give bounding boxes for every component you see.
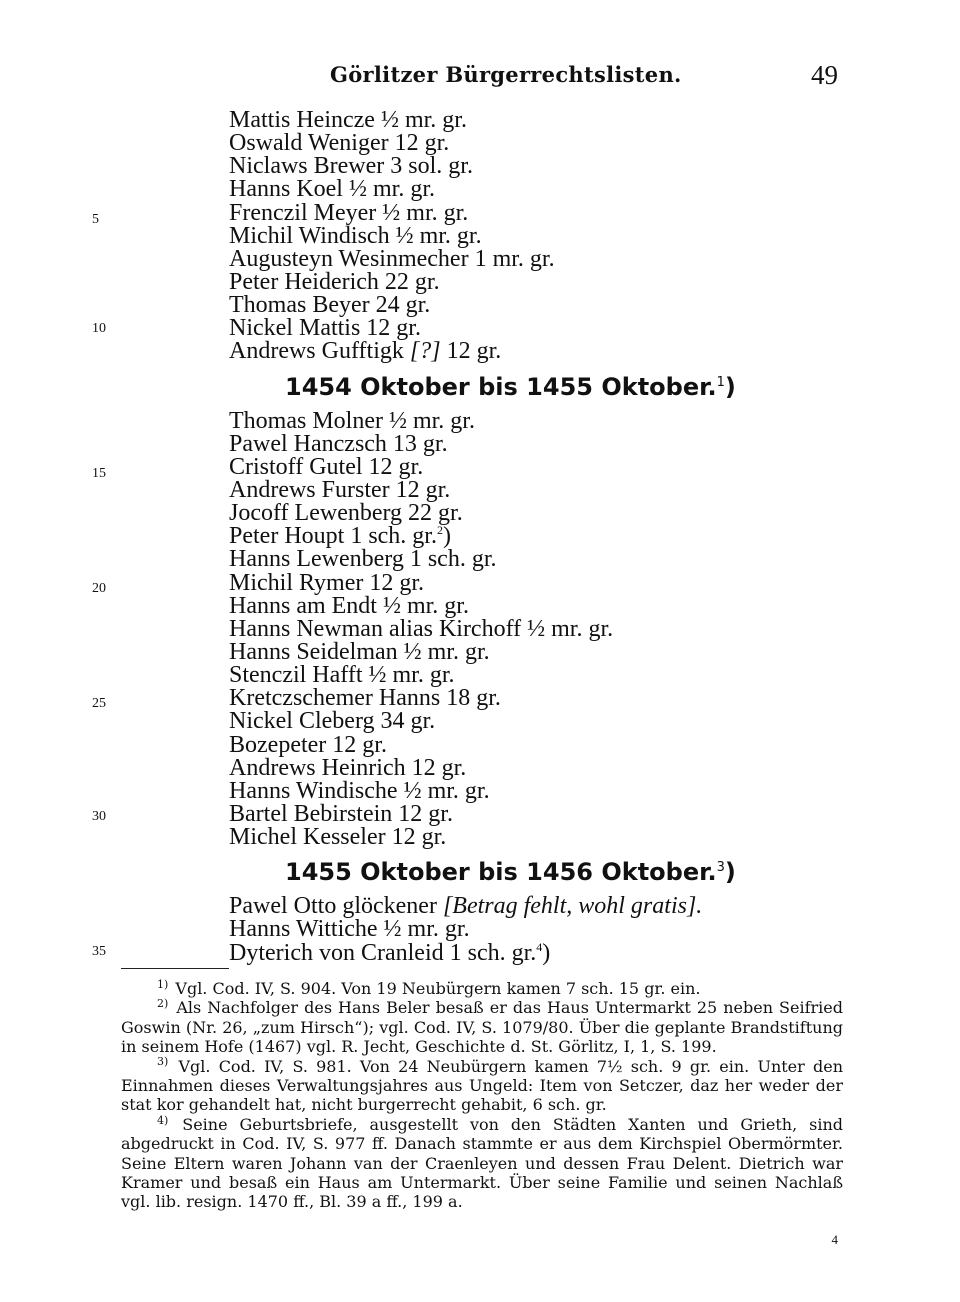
- register-entry: Bartel Bebirstein 12 gr.: [229, 800, 453, 827]
- register-entry: Mattis Heincze ½ mr. gr.: [229, 107, 467, 133]
- footnote-ref: 4: [536, 939, 543, 954]
- line-number: 15: [92, 466, 106, 481]
- register-entry: Niclaws Brewer 3 sol. gr.: [229, 153, 473, 180]
- footnote-ref: 1: [716, 374, 725, 390]
- footnote-divider: [121, 968, 229, 969]
- section-title: 1454 Oktober bis 1455 Oktober.: [285, 372, 717, 401]
- editorial-note: [Betrag fehlt, wohl gratis].: [442, 893, 703, 920]
- footnote-text: Vgl. Cod. IV, S. 904. Von 19 Neubürgern kamen 7 sch. 15 gr. ein.: [175, 979, 701, 998]
- register-entry: Peter Heiderich 22 gr.: [229, 268, 440, 295]
- register-entry: Andrews Furster 12 gr.: [229, 476, 451, 503]
- line-number: 30: [92, 809, 106, 824]
- register-entry: Hanns Lewenberg 1 sch. gr.: [229, 546, 497, 573]
- footnote: [121, 1115, 843, 1212]
- register-entry: [229, 895, 869, 918]
- entry-name: Pawel Otto glöckener: [229, 893, 443, 920]
- footnote-ref: 3: [716, 860, 725, 876]
- register-entry: Hanns am Endt ½ mr. gr.: [229, 592, 469, 619]
- line-number: 25: [92, 696, 106, 711]
- footnote-mark: 2): [157, 997, 169, 1011]
- register-entry: Andrews Heinrich 12 gr.: [229, 754, 467, 781]
- register-entry: Oswald Weniger 12 gr.: [229, 130, 450, 157]
- footnote-text: Vgl. Cod. IV, S. 981. Von 24 Neubürgern kamen 7½ sch. 9 gr. ein. Unter den Einnahmen dieses Verwaltungsjahres aus Ungeld: Item von Setczer, daz her weder der stat kor gehandelt hat, nicht burgerrecht gehabit, 6 sch. gr.: [121, 1056, 843, 1115]
- register-entry: Stenczil Hafft ½ mr. gr.: [229, 662, 455, 689]
- register-entry: Dyterich von Cranleid 1 sch. gr.$^4$): [229, 939, 551, 966]
- register-entry: Peter Houpt 1 sch. gr.$^2$): [229, 523, 451, 550]
- register-entry: Michil Rymer 12 gr.: [229, 569, 425, 596]
- register-entry: Thomas Beyer 24 gr.: [229, 292, 431, 319]
- footnote-text: Als Nachfolger des Hans Beler besaß er das Haus Untermarkt 25 neben Seifried Goswin (Nr. 26, „zum Hirsch“); vgl. Cod. IV, S. 1079/80. Über die geplante Brandstiftung in seinem Hofe (1467) vgl. R. Jecht, Geschichte d. St. Görlitz, I, 1, S. 199.: [121, 998, 843, 1057]
- section-title: 1455 Oktober bis 1456 Oktober.: [285, 858, 717, 887]
- footnote-mark: 1): [157, 977, 169, 991]
- running-title: Görlitzer Bürgerrechtslisten.: [330, 62, 682, 87]
- section-heading: 1454 Oktober bis 1455 Oktober.$^1$): [285, 372, 736, 401]
- register-entry: [229, 340, 869, 363]
- register-entry: Hanns Wittiche ½ mr. gr.: [229, 916, 470, 943]
- register-entry: Pawel Hanczsch 13 gr.: [229, 430, 448, 457]
- footnote-mark: 4): [157, 1113, 169, 1127]
- register-entry: Hanns Windische ½ mr. gr.: [229, 777, 490, 804]
- line-number: 20: [92, 581, 106, 596]
- line-number: 35: [92, 944, 106, 959]
- register-entry: Hanns Seidelman ½ mr. gr.: [229, 638, 490, 665]
- entry-amount: 12 gr.: [440, 338, 502, 365]
- page-number: 49: [811, 60, 838, 90]
- register-entry: Jocoff Lewenberg 22 gr.: [229, 500, 463, 527]
- register-entry: Thomas Molner ½ mr. gr.: [229, 407, 475, 434]
- footnotes: [121, 979, 843, 1212]
- line-number: 10: [92, 321, 106, 336]
- section-heading: 1455 Oktober bis 1456 Oktober.$^3$): [285, 858, 736, 887]
- register-entry: Augusteyn Wesinmecher 1 mr. gr.: [229, 245, 555, 272]
- footnote-ref: 2: [436, 523, 443, 538]
- register-entry: Kretczschemer Hanns 18 gr.: [229, 685, 501, 712]
- footnote-text: Seine Geburtsbriefe, ausgestellt von den Städten Xanten und Grieth, sind abgedruckt in Cod. IV, S. 977 ff. Danach stammte er aus dem Kirchspiel Obermörmter. Seine Eltern waren Johann van der Craenleyen und dessen Frau Delent. Dietrich war Kramer und besaß ein Haus am Untermarkt. Über seine Familie und seinen Nachlaß vgl. lib. resign. 1470 ff., Bl. 39 a ff., 199 a.: [121, 1114, 843, 1212]
- register-entry: Hanns Koel ½ mr. gr.: [229, 176, 435, 203]
- register-entry: Cristoff Gutel 12 gr.: [229, 453, 424, 480]
- footnote: [121, 979, 843, 998]
- register-entry: Frenczil Meyer ½ mr. gr.: [229, 199, 469, 226]
- printer-signature-mark: 4: [831, 1232, 838, 1247]
- register-entry: Michel Kesseler 12 gr.: [229, 824, 447, 851]
- register-entry: Michil Windisch ½ mr. gr.: [229, 222, 482, 249]
- register-entry: Nickel Cleberg 34 gr.: [229, 708, 436, 735]
- register-entry: Nickel Mattis 12 gr.: [229, 315, 421, 342]
- entry-name: Andrews Gufftigk: [229, 338, 410, 365]
- editorial-note: [?]: [409, 338, 441, 365]
- register-entry: Bozepeter 12 gr.: [229, 731, 387, 758]
- line-number: 5: [92, 212, 99, 227]
- citizen-register: [229, 109, 869, 965]
- footnote: [121, 1057, 843, 1115]
- footnote: [121, 998, 843, 1056]
- register-entry: Hanns Newman alias Kirchoff ½ mr. gr.: [229, 615, 614, 642]
- footnote-mark: 3): [157, 1055, 169, 1069]
